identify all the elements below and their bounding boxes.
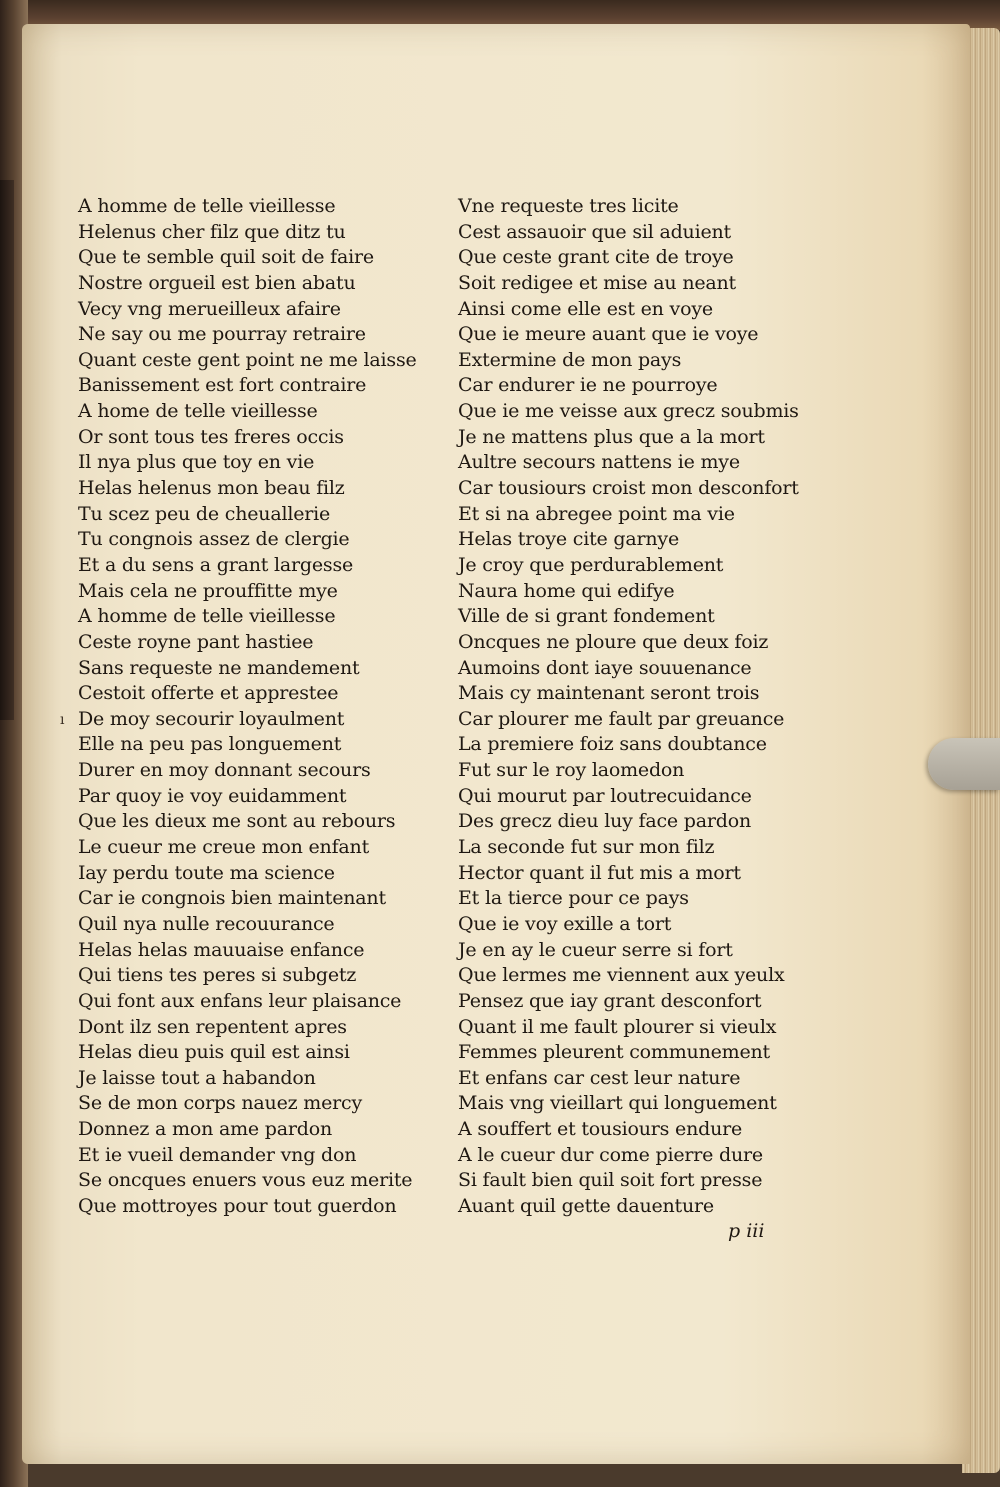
- verse-line: Si fault bien quil soit fort presse: [458, 1169, 763, 1192]
- verse-line: Quil nya nulle recouurance: [78, 912, 335, 935]
- verse-line: La premiere foiz sans doubtance: [458, 733, 767, 756]
- verse-line: Mais cela ne prouffitte mye: [78, 579, 338, 602]
- verse-line: Quant il me fault plourer si vieulx: [458, 1015, 777, 1038]
- verse-line: Qui font aux enfans leur plaisance: [78, 989, 402, 1012]
- verse-line: Que te semble quil soit de faire: [78, 246, 374, 269]
- verse-line: Extermine de mon pays: [458, 348, 682, 371]
- verse-line: Car plourer me fault par greuance: [458, 707, 785, 730]
- verse-line: A le cueur dur come pierre dure: [458, 1143, 763, 1166]
- verse-line: De moy secourir loyaulment: [78, 707, 345, 730]
- verse-line: Que ie meure auant que ie voye: [458, 323, 759, 346]
- verse-line: Par quoy ie voy euidamment: [78, 784, 347, 807]
- verse-line: Et la tierce pour ce pays: [458, 887, 689, 910]
- previous-page-edge: [0, 180, 14, 720]
- verse-line: Helas troye cite garnye: [458, 528, 680, 551]
- verse-line: Ville de si grant fondement: [458, 605, 715, 628]
- verse-line: Aultre secours nattens ie mye: [458, 451, 740, 474]
- verse-line: Je en ay le cueur serre si fort: [458, 938, 733, 961]
- verse-line: Que ie voy exille a tort: [458, 912, 672, 935]
- verse-line: Helas helas mauuaise enfance: [78, 938, 365, 961]
- verse-line: Que mottroyes pour tout guerdon: [78, 1194, 397, 1217]
- verse-line: Et ie vueil demander vng don: [78, 1143, 357, 1166]
- verse-line: A home de telle vieillesse: [78, 400, 318, 423]
- verse-line: Ainsi come elle est en voye: [458, 297, 713, 320]
- verse-line: Car tousiours croist mon desconfort: [458, 477, 799, 500]
- verse-line: A souffert et tousiours endure: [458, 1118, 743, 1141]
- verse-line: Vne requeste tres licite: [458, 195, 679, 217]
- verse-line: Sans requeste ne mandement: [78, 656, 360, 679]
- verse-line: Helas helenus mon beau filz: [78, 477, 345, 500]
- left-text-column: [78, 194, 478, 1220]
- verse-line: Que les dieux me sont au rebours: [78, 810, 396, 833]
- verse-line: Je ne mattens plus que a la mort: [458, 425, 765, 448]
- verse-line: Hector quant il fut mis a mort: [458, 861, 741, 884]
- verse-line: Vecy vng merueilleux afaire: [78, 297, 341, 320]
- verse-line: Cestoit offerte et apprestee: [78, 682, 339, 705]
- verse-line: Tu congnois assez de clergie: [78, 528, 350, 551]
- verse-line: Et si na abregee point ma vie: [458, 502, 735, 525]
- verse-line: Car ie congnois bien maintenant: [78, 887, 386, 910]
- verse-line: Oncques ne ploure que deux foiz: [458, 630, 769, 653]
- verse-line: Se oncques enuers vous euz merite: [78, 1169, 413, 1192]
- verse-line: Cest assauoir que sil aduient: [458, 220, 731, 243]
- verse-line: Je laisse tout a habandon: [78, 1066, 316, 1089]
- verse-line: Nostre orgueil est bien abatu: [78, 271, 356, 294]
- verse-line: Banissement est fort contraire: [78, 374, 367, 397]
- verse-line: Qui tiens tes peres si subgetz: [78, 964, 357, 987]
- verse-line: Il nya plus que toy en vie: [78, 451, 315, 474]
- verse-line: Je croy que perdurablement: [458, 553, 724, 576]
- verse-line: Ne say ou me pourray retraire: [78, 323, 366, 346]
- verse-line: Aumoins dont iaye souuenance: [458, 656, 752, 679]
- verse-line: Que lermes me viennent aux yeulx: [458, 964, 785, 987]
- verse-line: Donnez a mon ame pardon: [78, 1118, 332, 1141]
- verse-line: Femmes pleurent communement: [458, 1041, 770, 1064]
- verse-line: Mais cy maintenant seront trois: [458, 682, 760, 705]
- verse-line: Soit redigee et mise au neant: [458, 271, 736, 294]
- verse-line: Dont ilz sen repentent apres: [78, 1015, 347, 1038]
- verse-line: Qui mourut par loutrecuidance: [458, 784, 752, 807]
- verse-line: Et enfans car cest leur nature: [458, 1066, 741, 1089]
- verse-line: Des grecz dieu luy face pardon: [458, 810, 751, 833]
- verse-line: Tu scez peu de cheuallerie: [78, 502, 331, 525]
- verse-line: Pensez que iay grant desconfort: [458, 989, 762, 1012]
- verse-line: Durer en moy donnant secours: [78, 759, 371, 782]
- verse-line: Elle na peu pas longuement: [78, 733, 342, 756]
- verse-line: Que ie me veisse aux grecz soubmis: [458, 400, 799, 423]
- verse-line: Mais vng vieillart qui longuement: [458, 1092, 777, 1115]
- verse-line: Que ceste grant cite de troye: [458, 246, 734, 269]
- verse-line: Naura home qui edifye: [458, 579, 675, 602]
- verse-line: Or sont tous tes freres occis: [78, 425, 344, 448]
- verse-line: Le cueur me creue mon enfant: [78, 836, 370, 859]
- verse-line: Helenus cher filz que ditz tu: [78, 220, 346, 243]
- right-text-column: [458, 194, 858, 1220]
- bookmark-clip-icon: [928, 738, 1000, 790]
- verse-line: La seconde fut sur mon filz: [458, 836, 715, 859]
- verse-line: Quant ceste gent point ne me laisse: [78, 348, 417, 371]
- verse-line: A homme de telle vieillesse: [78, 195, 336, 217]
- verse-line: Ceste royne pant hastiee: [78, 630, 314, 653]
- verse-line: Car endurer ie ne pourroye: [458, 374, 718, 397]
- verse-line: Helas dieu puis quil est ainsi: [78, 1041, 350, 1064]
- page-signature: p iii: [728, 1220, 765, 1242]
- verse-line: Fut sur le roy laomedon: [458, 759, 685, 782]
- verse-line: A homme de telle vieillesse: [78, 605, 336, 628]
- verse-line: Iay perdu toute ma science: [78, 861, 335, 884]
- verse-line: Se de mon corps nauez mercy: [78, 1092, 363, 1115]
- margin-mark-icon: ı: [60, 712, 65, 728]
- verse-line: Auant quil gette dauenture: [458, 1194, 714, 1217]
- verse-line: Et a du sens a grant largesse: [78, 553, 354, 576]
